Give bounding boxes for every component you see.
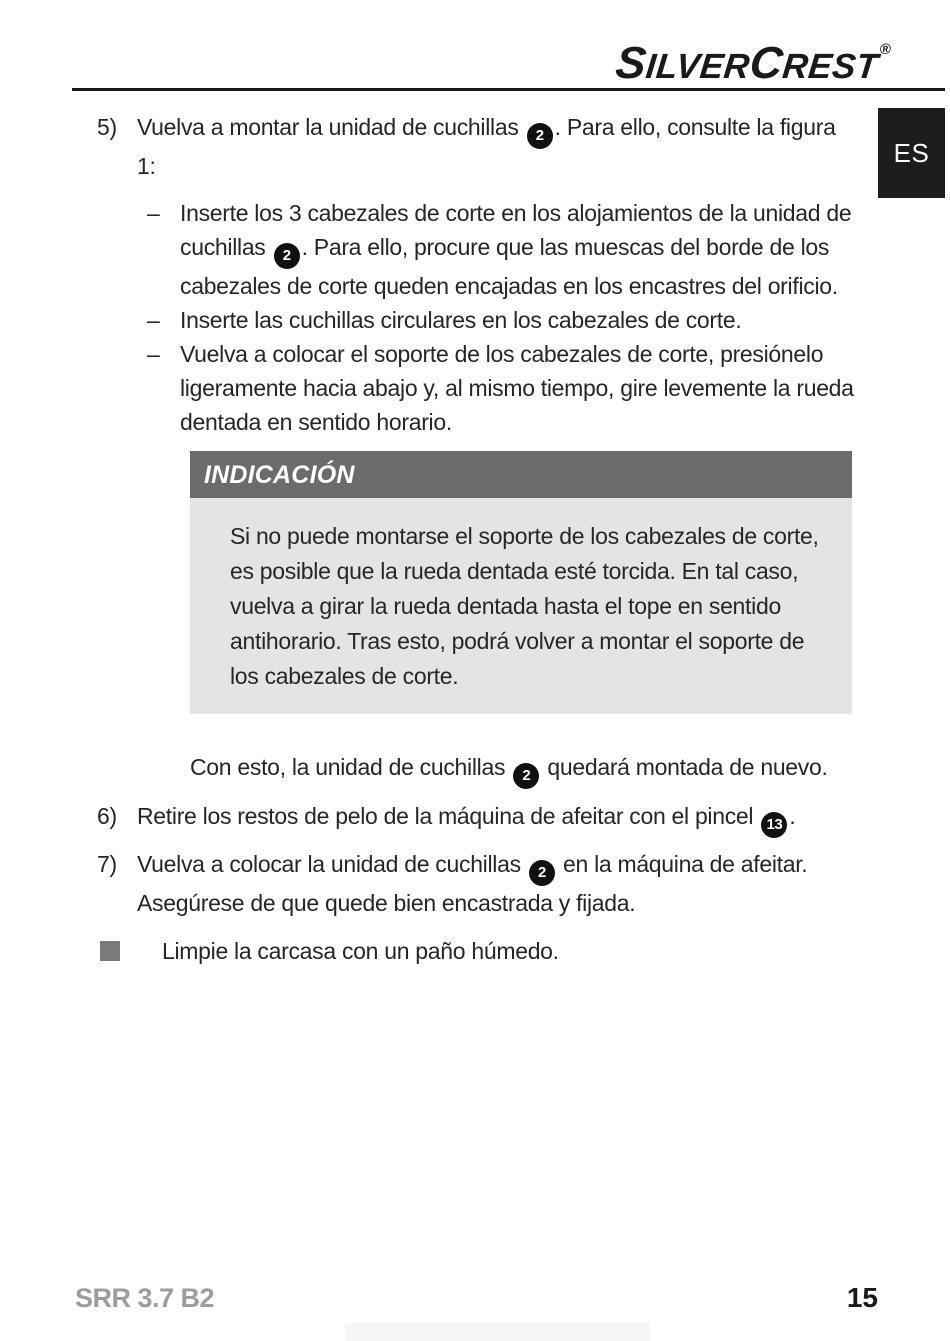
- silvercrest-logo: [613, 37, 893, 88]
- step-7: [75, 847, 857, 920]
- sub-item-3-text: Vuelva a colocar el soporte de los cabezales de corte, presiónelo ligeramente hacia abajo y, al mismo tiempo, gire levemente la rueda dentada en sentido horario.: [180, 341, 854, 435]
- part-marker-2-icon: 2: [513, 763, 539, 789]
- dash-marker: –: [147, 307, 160, 333]
- step-5-text-before: Vuelva a montar la unidad de cuchillas: [137, 114, 525, 140]
- language-tab-es: [878, 108, 945, 198]
- step-5-text-after: . Para ello, consulte la figura 1:: [137, 114, 836, 179]
- closing-before: Con esto, la unidad de cuchillas: [190, 754, 512, 780]
- step-7-text-before: Vuelva a colocar la unidad de cuchillas: [137, 850, 527, 877]
- step-7-text-after: en la máquina de afeitar. Asegúrese de que quede bien encastrada y fijada.: [137, 850, 808, 916]
- closing-after: quedará montada de nuevo.: [541, 754, 828, 780]
- note-body: [190, 498, 852, 714]
- step-5-closing: [190, 750, 857, 789]
- logo-initial-s: S: [613, 37, 650, 88]
- step-7-text: [137, 847, 857, 920]
- logo-text-ilver: ILVER: [643, 47, 752, 86]
- sub-item-1-after: . Para ello, procure que las muescas del borde de los cabezales de corte queden encajadas en los encastres del orificio.: [180, 234, 838, 299]
- note-body-text: Si no puede montarse el soporte de los cabezales de corte, es posible que la rueda dentada esté torcida. En tal caso, vuelva a girar la rueda dentada hasta el tope en sentido antihorario. Tras esto, podrá volver a montar el soporte de los cabezales de corte.: [230, 523, 819, 689]
- sub-item-3: [147, 337, 857, 439]
- registered-trademark-icon: ®: [878, 41, 893, 58]
- dash-marker: –: [147, 200, 160, 226]
- step-5-number: 5): [97, 114, 117, 140]
- square-bullet-icon: [100, 941, 120, 961]
- logo-text-rest: REST: [780, 47, 881, 86]
- step-6-text-before: Retire los restos de pelo de la máquina de afeitar con el pincel: [137, 802, 760, 829]
- bullet-item-text: Limpie la carcasa con un paño húmedo.: [162, 937, 559, 964]
- footer-model-number: SRR 3.7 B2: [75, 1283, 215, 1313]
- step-6: [75, 799, 857, 838]
- dash-marker: –: [147, 341, 160, 367]
- note-header: [190, 451, 852, 498]
- step-6-text-after: .: [789, 802, 796, 829]
- step-5-sublist: [147, 196, 857, 439]
- step-6-number: 6): [97, 802, 117, 829]
- language-tab-label: ES: [893, 137, 930, 168]
- part-marker-2-icon: 2: [274, 243, 300, 269]
- bullet-item: [75, 934, 857, 968]
- header-rule: [72, 88, 945, 91]
- page-content: [75, 110, 857, 968]
- part-marker-13-icon: 13: [761, 812, 787, 838]
- note-box: [190, 451, 852, 714]
- part-marker-2-icon: 2: [527, 123, 553, 149]
- step-6-text: [137, 799, 857, 838]
- step-7-number: 7): [97, 850, 117, 877]
- sub-item-1: [147, 196, 857, 303]
- sub-item-1-text: [180, 196, 857, 303]
- sub-item-1-before: Inserte los 3 cabezales de corte en los alojamientos de la unidad de cuchillas: [180, 200, 852, 260]
- step-5-text: [137, 110, 857, 183]
- scan-artifact: [345, 1323, 650, 1341]
- part-marker-2-icon: 2: [529, 860, 555, 886]
- logo-initial-c: C: [747, 37, 786, 88]
- step-5: [75, 110, 857, 183]
- footer-page-number: 15: [846, 1282, 878, 1313]
- note-title: INDICACIÓN: [204, 460, 355, 489]
- sub-item-2-text: Inserte las cuchillas circulares en los cabezales de corte.: [180, 307, 742, 333]
- sub-item-2: [147, 303, 857, 337]
